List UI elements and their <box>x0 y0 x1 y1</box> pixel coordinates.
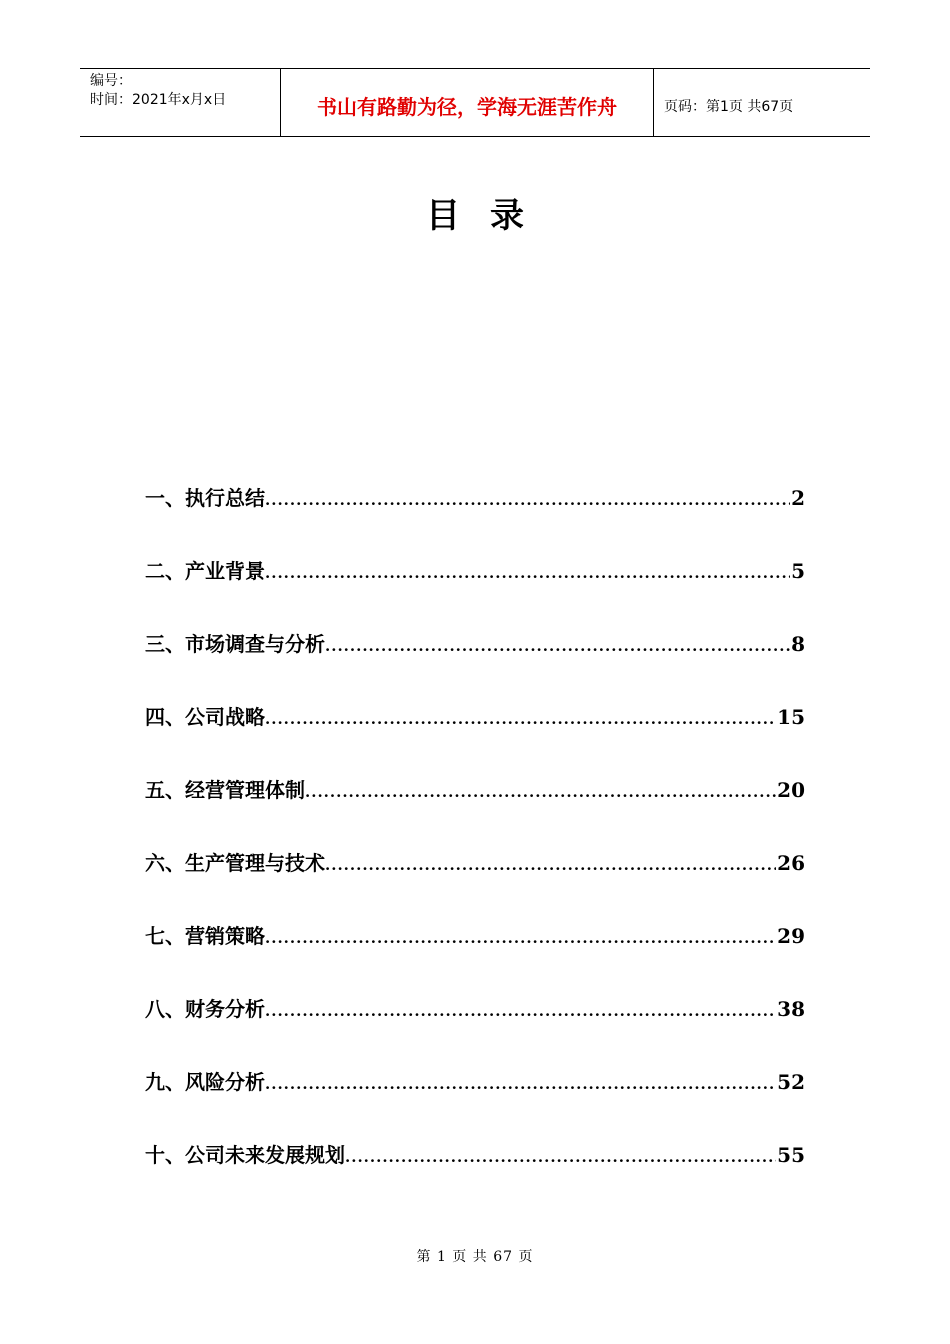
header-page-info: 页码：第1页 共67页 <box>664 98 794 115</box>
toc-item[interactable] <box>145 920 805 993</box>
toc-item[interactable] <box>145 555 805 628</box>
toc-leader-dots <box>265 1075 776 1093</box>
header-number-label: 编号： <box>90 73 132 89</box>
toc-item[interactable] <box>145 847 805 920</box>
toc-item-page: 29 <box>777 924 805 948</box>
toc-item-page: 20 <box>777 778 805 802</box>
toc-item-label: 十、公司未来发展规划 <box>145 1143 345 1167</box>
toc-item[interactable] <box>145 993 805 1066</box>
toc-item[interactable] <box>145 1139 805 1212</box>
page-footer: 第 1 页 共 67 页 <box>416 1249 534 1265</box>
toc-item-page: 8 <box>791 632 805 656</box>
toc-item-label: 五、经营管理体制 <box>145 778 305 802</box>
header-motto: 书山有路勤为径，学海无涯苦作舟 <box>281 69 654 136</box>
toc-item-page: 52 <box>777 1070 805 1094</box>
toc-item-page: 26 <box>777 851 805 875</box>
toc-leader-dots <box>265 491 790 509</box>
toc-item-label: 七、营销策略 <box>145 924 265 948</box>
table-of-contents <box>145 482 805 1212</box>
toc-leader-dots <box>265 1002 776 1020</box>
toc-item-label: 三、市场调查与分析 <box>145 632 325 656</box>
header-meta <box>80 69 281 136</box>
page-header <box>80 68 870 137</box>
toc-item-label: 八、财务分析 <box>145 997 265 1021</box>
toc-item-page: 5 <box>791 559 805 583</box>
toc-item-page: 38 <box>777 997 805 1021</box>
toc-item[interactable] <box>145 774 805 847</box>
toc-leader-dots <box>265 710 776 728</box>
toc-item-label: 四、公司战略 <box>145 705 265 729</box>
toc-leader-dots <box>265 929 776 947</box>
toc-item-page: 15 <box>777 705 805 729</box>
toc-item-label: 二、产业背景 <box>145 559 265 583</box>
toc-item-label: 六、生产管理与技术 <box>145 851 325 875</box>
page-title: 目录 <box>426 196 554 236</box>
toc-item[interactable] <box>145 628 805 701</box>
header-time-label: 时间：2021年x月x日 <box>90 92 227 108</box>
toc-leader-dots <box>345 1148 776 1166</box>
toc-item[interactable] <box>145 701 805 774</box>
toc-item[interactable] <box>145 482 805 555</box>
toc-leader-dots <box>325 856 776 874</box>
toc-item[interactable] <box>145 1066 805 1139</box>
toc-item-page: 2 <box>791 486 805 510</box>
toc-item-page: 55 <box>777 1143 805 1167</box>
toc-leader-dots <box>265 564 790 582</box>
toc-item-label: 一、执行总结 <box>145 486 265 510</box>
toc-item-label: 九、风险分析 <box>145 1070 265 1094</box>
toc-leader-dots <box>325 637 790 655</box>
toc-leader-dots <box>305 783 776 801</box>
